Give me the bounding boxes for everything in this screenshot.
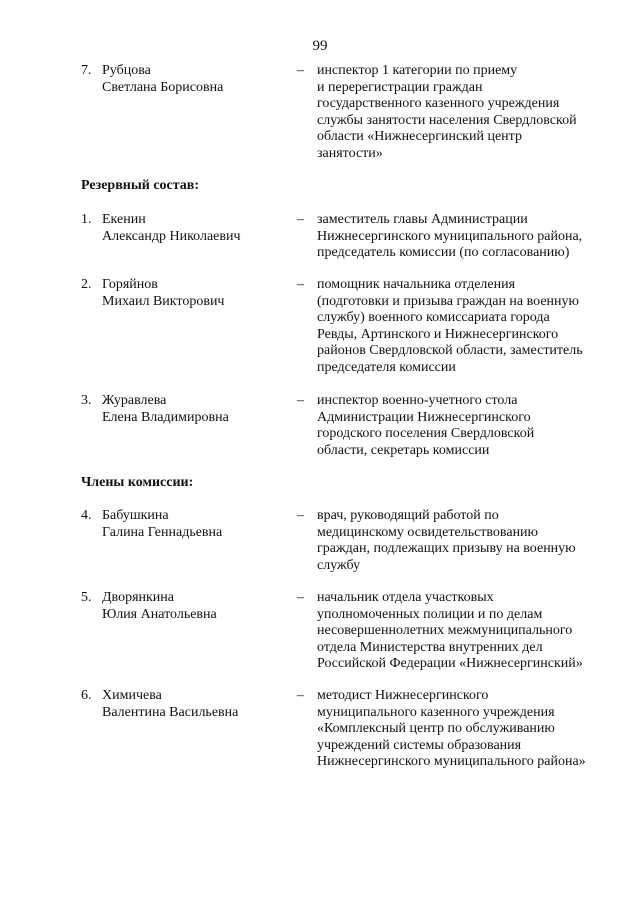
- description-line: «Комплексный центр по обслуживанию: [317, 721, 555, 736]
- description-line: граждан, подлежащих призыву на военную: [317, 541, 576, 556]
- entry-dash: –: [297, 277, 304, 292]
- entry-given-names: Галина Геннадьевна: [102, 524, 223, 540]
- entry-name: [102, 277, 282, 310]
- entry-given-names: Елена Владимировна: [102, 409, 229, 425]
- entry-surname: Екенин: [102, 212, 146, 227]
- entry-surname: Химичева: [102, 688, 162, 703]
- entry-dash: –: [297, 393, 304, 408]
- entry-number: 3.: [81, 393, 92, 408]
- entry-number: 7.: [81, 63, 92, 78]
- entry-name: [102, 508, 282, 541]
- entry-number: 5.: [81, 590, 92, 605]
- entry-description: [317, 63, 617, 162]
- entry-name: [102, 63, 282, 96]
- entry-dash: –: [297, 688, 304, 703]
- entry-description: [317, 277, 617, 376]
- description-line: Ревды, Артинского и Нижнесергинского: [317, 326, 559, 342]
- entry-description: [317, 590, 617, 673]
- entry-name: [102, 393, 282, 426]
- description-line: председатель комиссии (по согласованию): [317, 245, 570, 260]
- description-line: начальник отдела участковых: [317, 590, 494, 605]
- description-line: методист Нижнесергинского: [317, 688, 489, 703]
- description-line: службу: [317, 557, 361, 573]
- description-line: инспектор военно-учетного стола: [317, 393, 518, 408]
- description-line: государственного казенного учреждения: [317, 96, 560, 111]
- description-line: занятости»: [317, 145, 383, 161]
- entry-surname: Бабушкина: [102, 508, 169, 523]
- entry-given-names: Михаил Викторович: [102, 293, 225, 309]
- entry-surname: Дворянкина: [102, 590, 174, 605]
- members-heading: Члены комиссии:: [81, 475, 194, 490]
- description-line: заместитель главы Администрации: [317, 212, 528, 227]
- description-line: медицинскому освидетельствованию: [317, 524, 539, 540]
- entry-description: [317, 508, 617, 574]
- description-line: председателя комиссии: [317, 359, 456, 375]
- entry-name: [102, 688, 282, 721]
- entry-given-names: Юлия Анатольевна: [102, 606, 217, 622]
- description-line: городского поселения Свердловской: [317, 426, 535, 441]
- description-line: службы занятости населения Свердловской: [317, 112, 577, 128]
- description-line: области, секретарь комиссии: [317, 442, 490, 458]
- entry-description: [317, 393, 617, 459]
- entry-surname: Журавлева: [102, 393, 167, 408]
- description-line: муниципального казенного учреждения: [317, 704, 555, 720]
- entry-name: [102, 212, 282, 245]
- description-line: Российской Федерации «Нижнесергинский»: [317, 656, 583, 671]
- description-line: врач, руководящий работой по: [317, 508, 499, 523]
- entry-description: [317, 212, 617, 262]
- description-line: помощник начальника отделения: [317, 277, 516, 292]
- description-line: отдела Министерства внутренних дел: [317, 639, 543, 655]
- entry-dash: –: [297, 590, 304, 605]
- entry-description: [317, 688, 617, 771]
- entry-number: 1.: [81, 212, 92, 227]
- description-line: несовершеннолетних межмуниципального: [317, 623, 573, 638]
- description-line: учреждений системы образования: [317, 737, 522, 753]
- entry-number: 2.: [81, 277, 92, 292]
- entry-given-names: Светлана Борисовна: [102, 79, 224, 95]
- entry-dash: –: [297, 508, 304, 523]
- entry-name: [102, 590, 282, 623]
- description-line: Нижнесергинского муниципального района,: [317, 228, 583, 244]
- description-line: Администрации Нижнесергинского: [317, 409, 531, 425]
- entry-number: 6.: [81, 688, 92, 703]
- description-line: (подготовки и призыва граждан на военную: [317, 293, 579, 309]
- entry-given-names: Валентина Васильевна: [102, 704, 239, 720]
- entry-number: 4.: [81, 508, 92, 523]
- entry-dash: –: [297, 63, 304, 78]
- entry-surname: Рубцова: [102, 63, 151, 78]
- description-line: Нижнесергинского муниципального района»: [317, 754, 586, 769]
- entry-dash: –: [297, 212, 304, 227]
- reserve-heading: Резервный состав:: [81, 178, 200, 193]
- entry-surname: Горяйнов: [102, 277, 158, 292]
- description-line: уполномоченных полиции и по делам: [317, 606, 543, 622]
- description-line: районов Свердловской области, заместитель: [317, 343, 583, 358]
- description-line: службу) военного комиссариата города: [317, 310, 550, 325]
- description-line: и перерегистрации граждан: [317, 79, 483, 95]
- page-number: 99: [312, 38, 328, 54]
- description-line: области «Нижнесергинский центр: [317, 129, 522, 144]
- description-line: инспектор 1 категории по приему: [317, 63, 518, 78]
- entry-given-names: Александр Николаевич: [102, 228, 241, 244]
